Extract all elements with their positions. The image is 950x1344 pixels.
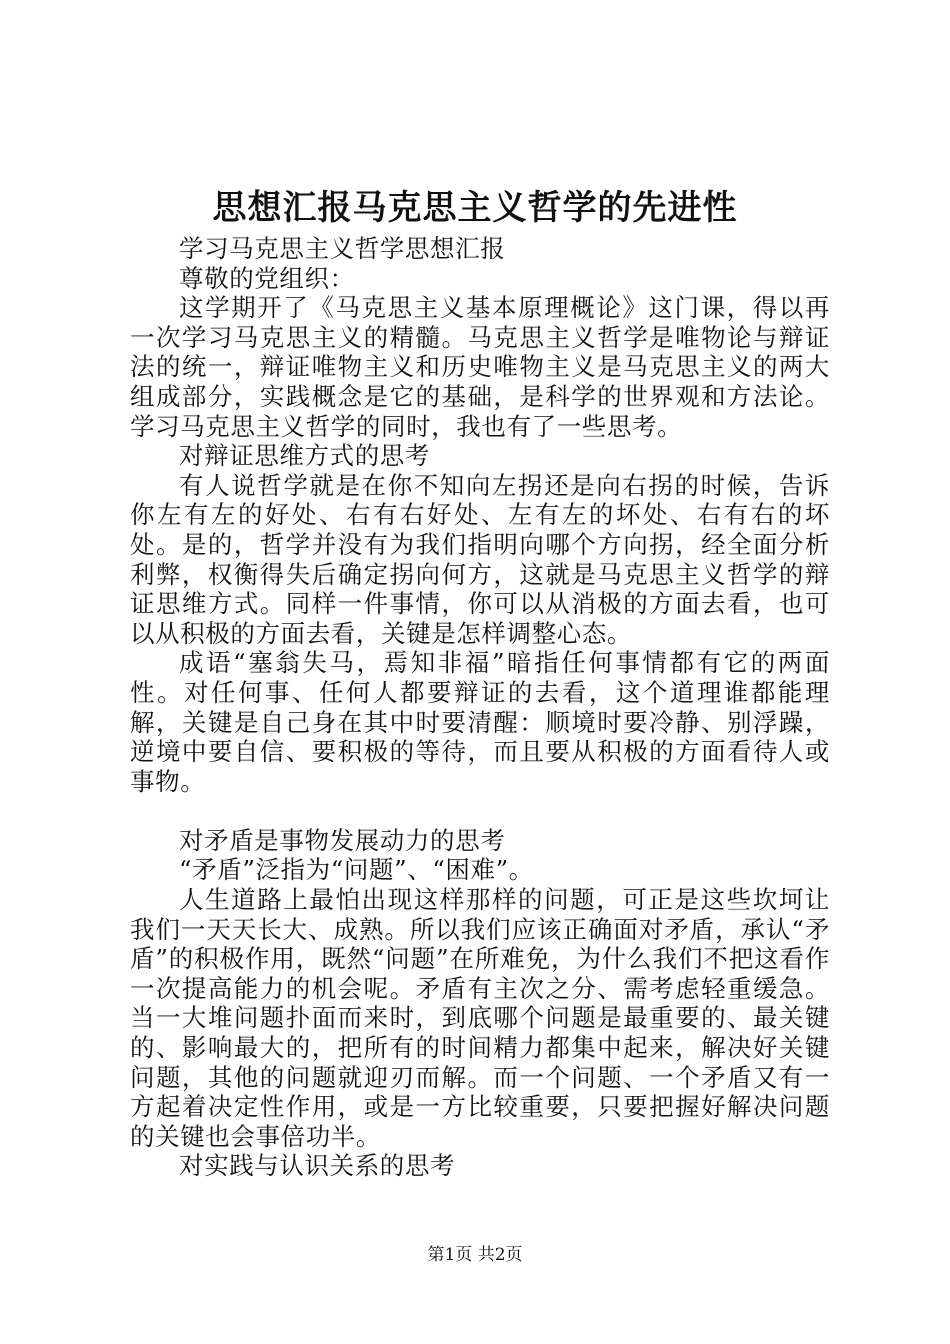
body-paragraph: 这学期开了《马克思主义基本原理概论》这门课，得以再一次学习马克思主义的精髓。马克思主义哲学是唯物论与辩证法的统一，辩证唯物主义和历史唯物主义是马克思主义的两大组成部分，实践概念是它的基础，是科学的世界观和方法论。学习马克思主义哲学的同时，我也有了一些思考。 — [130, 293, 830, 441]
section-heading: 对辩证思维方式的思考 — [179, 441, 430, 471]
body-paragraph: “矛盾”泛指为“问题”、“困难”。 — [179, 855, 534, 885]
subtitle-paragraph: 学习马克思主义哲学思想汇报 — [179, 234, 506, 263]
body-paragraph: 有人说哲学就是在你不知向左拐还是向右拐的时候，告诉你左有左的好处、右有右好处、左有左的坏处、右有右的坏处。是的，哲学并没有为我们指明向哪个方向拐，经全面分析利弊，权衡得失后确定拐向何方，这就是马克思主义哲学的辩证思维方式。同样一件事情，你可以从消极的方面去看，也可以从积极的方面去看，关键是怎样调整心态。 — [130, 470, 830, 648]
document-title: 思想汇报马克思主义哲学的先进性 — [212, 188, 738, 228]
body-paragraph: 人生道路上最怕出现这样那样的问题，可正是这些坎坷让我们一天天长大、成熟。所以我们应该正确面对矛盾，承认“矛盾”的积极作用，既然“问题”在所难免，为什么我们不把这看作一次提高能力的机会呢。矛盾有主次之分、需考虑轻重缓急。当一大堆问题扑面而来时，到底哪个问题是最重要的、最关键的、影响最大的，把所有的时间精力都集中起来，解决好关键问题，其他的问题就迎刃而解。而一个问题、一个矛盾又有一方起着决定性作用，或是一方比较重要，只要把握好解决问题的关键也会事倍功半。 — [130, 885, 830, 1151]
page-footer: 第1页 共2页 — [427, 1245, 523, 1265]
section-heading: 对实践与认识关系的思考 — [179, 1151, 456, 1181]
blank-line — [130, 796, 830, 826]
section-heading: 对矛盾是事物发展动力的思考 — [179, 825, 506, 855]
salutation-paragraph: 尊敬的党组织： — [179, 263, 355, 293]
body-paragraph: 成语“塞翁失马，焉知非福”暗指任何事情都有它的两面性。对任何事、任何人都要辩证的去看，这个道理谁都能理解，关键是自己身在其中时要清醒：顺境时要冷静、别浮躁，逆境中要自信、要积极的等待，而且要从积极的方面看待人或事物。 — [130, 648, 830, 796]
document-body — [130, 234, 830, 1181]
